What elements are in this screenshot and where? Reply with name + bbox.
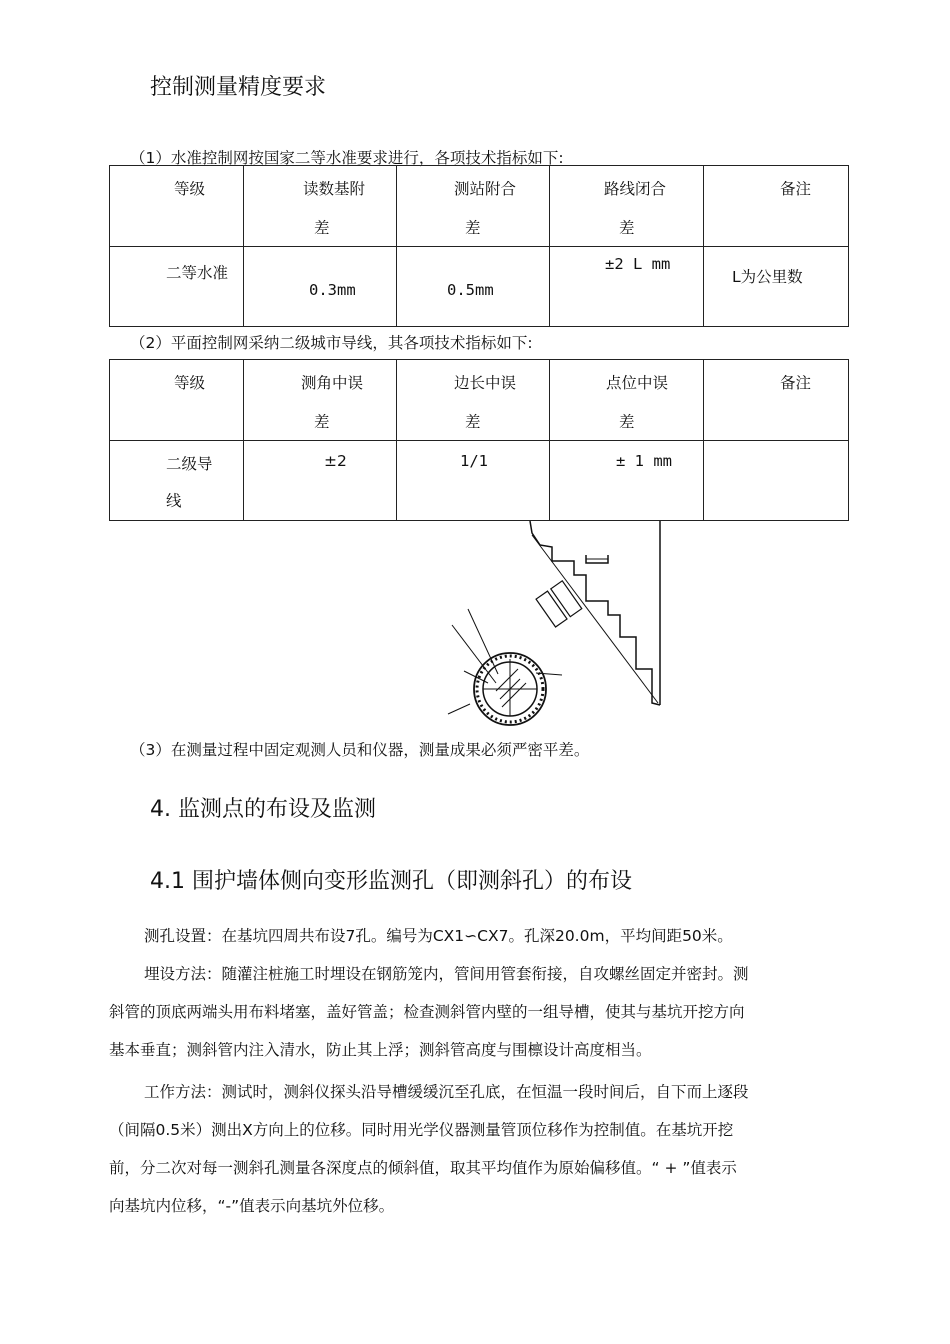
header-route-closure: 路线闭合 [604, 180, 667, 198]
para-work-line2: （间隔0.5米）测出X方向上的位移。同时用光学仪器测量管顶位移作为控制值。在基坑开挖 [109, 1121, 734, 1139]
para-embedding-line1: 埋设方法：随灌注桩施工时埋设在钢筋笼内，管间用管套衔接，自攻螺丝固定并密封。测 [144, 965, 749, 983]
header-station-diff-cont: 差 [465, 219, 481, 237]
header-note: 备注 [780, 180, 812, 198]
traverse-table [109, 359, 849, 521]
table-row [110, 441, 849, 521]
section-4-heading: 4. 监测点的布设及监测 [150, 797, 376, 822]
cell-grade-line1: 二级导 [166, 455, 213, 473]
header-point-err-cont: 差 [619, 413, 635, 431]
para-work-line4: 向基坑内位移，“-”值表示向基坑外位移。 [109, 1197, 395, 1215]
cell-point-err: ± 1 mm [616, 452, 672, 470]
header-route-closure-cont: 差 [619, 219, 635, 237]
cell-angle-err: ±2 [324, 452, 347, 470]
cell-station-diff: 0.5mm [447, 281, 494, 299]
para-work-line1: 工作方法：测试时，测斜仪探头沿导槽缓缓沉至孔底，在恒温一段时间后，自下而上逐段 [144, 1083, 749, 1101]
header-angle-err: 测角中误 [301, 374, 364, 392]
item-1-text: （1）水准控制网按国家二等水准要求进行，各项技术指标如下: [130, 149, 564, 167]
table-header-row [110, 166, 849, 247]
cell-route-closure: ±2 L mm [605, 255, 671, 273]
header-angle-err-cont: 差 [314, 413, 330, 431]
para-hole-setup: 测孔设置：在基坑四周共布设7孔。编号为CX1∽CX7。孔深20.0m，平均间距50米。 [144, 927, 733, 945]
header-note: 备注 [780, 374, 812, 392]
cell-reading-diff: 0.3mm [309, 281, 356, 299]
header-side-err-cont: 差 [465, 413, 481, 431]
header-point-err: 点位中误 [606, 374, 669, 392]
table-row [110, 247, 849, 327]
item-3-text: （3）在测量过程中固定观测人员和仪器，测量成果必须严密平差。 [130, 741, 590, 759]
header-station-diff: 测站附合 [454, 180, 517, 198]
header-reading-diff-cont: 差 [314, 219, 330, 237]
para-work-line3: 前，分二次对每一测斜孔测量各深度点的倾斜值，取其平均值作为原始偏移值。“ + ”值表示 [109, 1159, 737, 1177]
header-side-err: 边长中误 [454, 374, 517, 392]
section-4-1-heading: 4.1 围护墙体侧向变形监测孔（即测斜孔）的布设 [150, 869, 632, 894]
cell-side-err: 1/1 [460, 452, 488, 470]
para-embedding-line3: 基本垂直；测斜管内注入清水，防止其上浮；测斜管高度与围檩设计高度相当。 [109, 1041, 652, 1059]
header-grade: 等级 [174, 374, 206, 392]
cell-grade: 二等水准 [166, 264, 229, 282]
item-2-text: （2）平面控制网采纳二级城市导线，其各项技术指标如下: [130, 334, 533, 352]
inclinometer-sketch [440, 519, 670, 739]
cell-grade-line2: 线 [166, 492, 182, 510]
heading-control-accuracy: 控制测量精度要求 [150, 75, 327, 100]
cell-note: L为公里数 [732, 268, 803, 286]
header-grade: 等级 [174, 180, 206, 198]
para-embedding-line2: 斜管的顶底两端头用布料堵塞，盖好管盖；检查测斜管内壁的一组导槽，使其与基坑开挖方向 [109, 1003, 745, 1021]
leveling-table [109, 165, 849, 327]
header-reading-diff: 读数基附 [303, 180, 366, 198]
table-header-row [110, 360, 849, 441]
